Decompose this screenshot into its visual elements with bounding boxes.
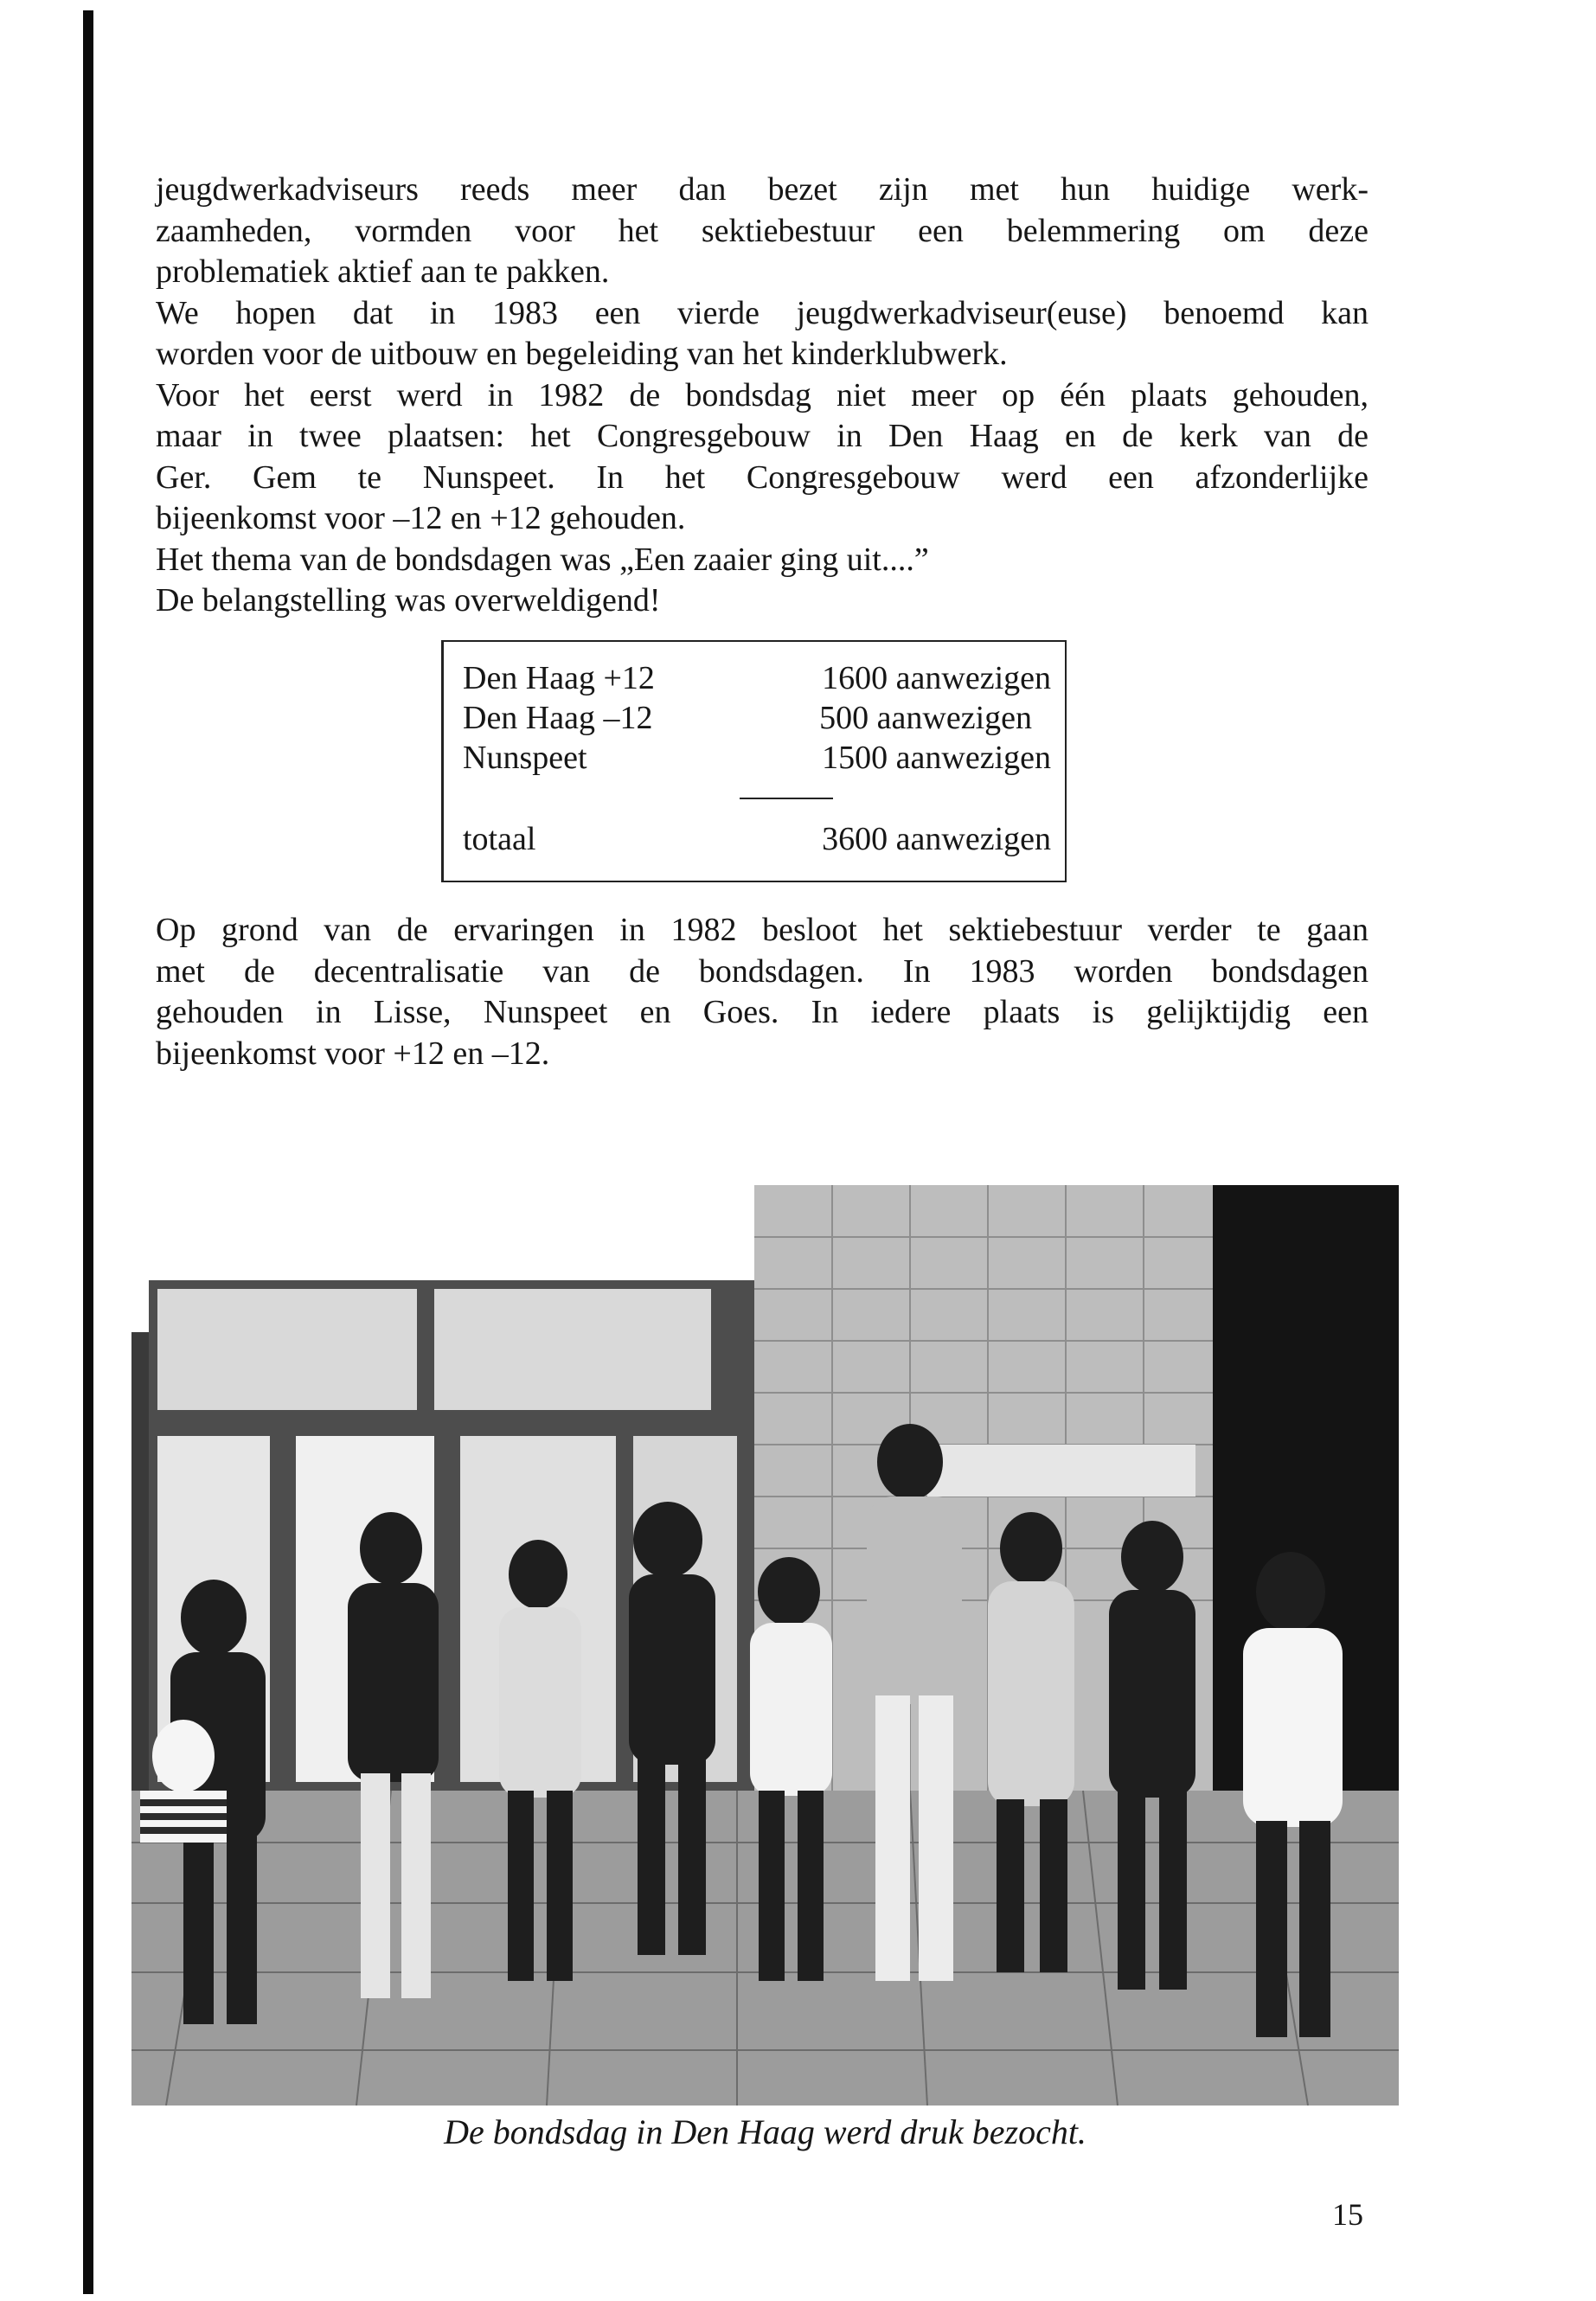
text-line: gehouden in Lisse, Nunspeet en Goes. In iedere plaats is gelijktijdig een [156, 994, 1368, 1030]
text-line: maar in twee plaatsen: het Congresgebouw in Den Haag en de kerk van de [156, 418, 1368, 454]
attendance-total-row [463, 820, 1051, 860]
attendance-place: Den Haag –12 [463, 700, 653, 736]
text-line: jeugdwerkadviseurs reeds meer dan bezet zijn met hun huidige werk- [156, 171, 1368, 208]
text-line: Ger. Gem te Nunspeet. In het Congresgebouw werd een afzonderlijke [156, 458, 1368, 496]
text-line: zaamheden, vormden voor het sektiebestuur een belemmering om deze [156, 212, 1368, 249]
sum-divider [740, 798, 833, 799]
attendance-count: 1600 aanwezigen [822, 660, 1051, 696]
attendance-count: 1500 aanwezigen [822, 740, 1051, 776]
attendance-place: Nunspeet [463, 740, 587, 776]
text-line: worden voor de uitbouw en begeleiding van het kinderklubwerk. [156, 336, 1008, 372]
text-line: problematiek aktief aan te pakken. [156, 253, 610, 290]
page-binding-edge [83, 10, 93, 2294]
attendance-row [463, 739, 1051, 779]
text-line: met de decentralisatie van de bondsdagen. In 1983 worden bondsdagen [156, 952, 1368, 990]
text-line: Op grond van de ervaringen in 1982 besloot het sektiebestuur verder te gaan [156, 912, 1368, 948]
intro-text [156, 170, 1368, 622]
text-line: We hopen dat in 1983 een vierde jeugdwerkadviseur(euse) benoemd kan [156, 294, 1368, 331]
text-line: bijeenkomst voor +12 en –12. [156, 1035, 550, 1072]
attendance-table [441, 640, 1067, 882]
photo-caption: De bondsdag in Den Haag werd druk bezocht. [444, 2112, 1086, 2151]
text-line: bijeenkomst voor –12 en +12 gehouden. [156, 500, 686, 536]
attendance-row [463, 659, 1051, 699]
bondsdag-photo [131, 1185, 1399, 2106]
text-line: Voor het eerst werd in 1982 de bondsdag niet meer op één plaats gehouden, [156, 376, 1368, 413]
attendance-count: 500 aanwezigen [819, 700, 1032, 736]
text-line: Het thema van de bondsdagen was „Een zaaier ging uit....” [156, 541, 929, 578]
attendance-place: Den Haag +12 [463, 660, 655, 696]
page-number: 15 [1332, 2197, 1363, 2232]
decentralisation-text [156, 910, 1368, 1074]
attendance-total-count: 3600 aanwezigen [822, 821, 1051, 857]
attendance-total-label: totaal [463, 821, 536, 857]
attendance-row [463, 699, 1051, 739]
text-line: De belangstelling was overweldigend! [156, 582, 661, 619]
